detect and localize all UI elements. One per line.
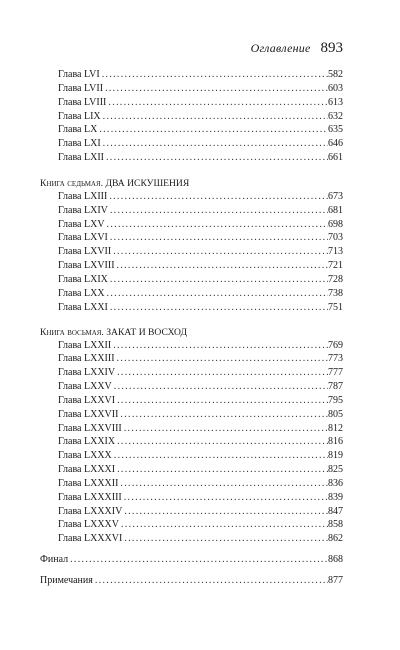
- entry-label: Глава LXIII: [58, 190, 108, 202]
- entry-page-number: 805: [328, 408, 343, 420]
- toc-entry[interactable]: [40, 477, 343, 491]
- entry-page-number: 738: [328, 287, 343, 299]
- dot-leader: [93, 574, 328, 588]
- toc-entry[interactable]: [40, 352, 343, 366]
- entry-page-number: 862: [328, 533, 343, 545]
- dot-leader: [115, 259, 328, 273]
- dot-leader: [104, 151, 328, 165]
- toc-entry[interactable]: [40, 259, 343, 273]
- dot-leader: [108, 301, 328, 315]
- entry-page-number: 816: [328, 436, 343, 448]
- entry-page-number: 603: [328, 82, 343, 94]
- toc-entry[interactable]: [40, 422, 343, 436]
- entry-label: Глава LXVI: [58, 232, 108, 244]
- toc-entry[interactable]: [40, 380, 343, 394]
- toc-entry[interactable]: [40, 151, 343, 165]
- entry-page-number: 825: [328, 464, 343, 476]
- entry-page-number: 819: [328, 450, 343, 462]
- dot-leader: [122, 422, 328, 436]
- toc-entry[interactable]: [40, 218, 343, 232]
- toc-book-seven: [40, 177, 343, 315]
- toc-entries: [40, 68, 343, 165]
- dot-leader: [107, 190, 328, 204]
- toc-entry[interactable]: [40, 96, 343, 110]
- entry-page-number: 812: [328, 422, 343, 434]
- toc-entry[interactable]: [40, 463, 343, 477]
- toc-group-continued: [40, 68, 343, 165]
- dot-leader: [115, 352, 328, 366]
- dot-leader: [122, 532, 328, 546]
- book-prefix: Книга седьмая.: [40, 177, 104, 189]
- dot-leader: [101, 110, 328, 124]
- dot-leader: [122, 505, 328, 519]
- entry-label: Глава LXXXI: [58, 464, 116, 476]
- dot-leader: [103, 82, 328, 96]
- toc-entry[interactable]: [40, 273, 343, 287]
- toc-entry[interactable]: [40, 301, 343, 315]
- dot-leader: [115, 435, 328, 449]
- entry-page-number: 721: [328, 260, 343, 272]
- entry-page-number: 751: [328, 301, 343, 313]
- book-title: [40, 177, 343, 190]
- entry-label: Глава LXXXIV: [58, 505, 123, 517]
- entry-label: Финал: [40, 554, 69, 566]
- dot-leader: [119, 518, 328, 532]
- toc-entry[interactable]: [40, 435, 343, 449]
- entry-label: Глава LXXXV: [58, 519, 119, 531]
- toc-entry[interactable]: [40, 190, 343, 204]
- entry-page-number: 681: [328, 204, 343, 216]
- dot-leader: [108, 273, 328, 287]
- toc-entry[interactable]: [40, 123, 343, 137]
- entry-label: Глава LVI: [58, 69, 100, 80]
- dot-leader: [106, 96, 328, 110]
- dot-leader: [68, 553, 328, 567]
- entry-page-number: 769: [328, 339, 343, 351]
- entry-label: Глава LXXXVI: [58, 533, 123, 545]
- toc-entry[interactable]: [40, 245, 343, 259]
- toc-entry-notes[interactable]: [40, 574, 343, 588]
- toc-entry[interactable]: [40, 339, 343, 353]
- toc-entries: [40, 190, 343, 315]
- toc-entry[interactable]: [40, 491, 343, 505]
- dot-leader: [108, 204, 328, 218]
- dot-leader: [115, 366, 328, 380]
- toc-entry[interactable]: [40, 505, 343, 519]
- toc-entry[interactable]: [40, 408, 343, 422]
- entry-label: Глава LXXII: [58, 339, 112, 351]
- entry-label: Глава LXIV: [58, 204, 108, 216]
- table-of-contents: [40, 68, 343, 588]
- book-prefix: Книга восьмая.: [40, 326, 104, 338]
- entry-page-number: 787: [328, 381, 343, 393]
- entry-label: Глава LXVIII: [58, 260, 115, 272]
- page-header: [40, 40, 343, 57]
- entry-label: Глава LXXIX: [58, 436, 116, 448]
- dot-leader: [115, 394, 328, 408]
- entry-page-number: 728: [328, 273, 343, 285]
- entry-label: Глава LXXIII: [58, 353, 115, 365]
- book-name: ЗАКАТ И ВОСХОД: [106, 326, 188, 338]
- entry-page-number: 795: [328, 394, 343, 406]
- toc-entry-finale[interactable]: [40, 553, 343, 567]
- toc-entry[interactable]: [40, 532, 343, 546]
- entry-label: Примечания: [40, 575, 93, 586]
- entry-label: Глава LIX: [58, 110, 101, 122]
- toc-entry[interactable]: [40, 394, 343, 408]
- entry-page-number: 632: [328, 110, 343, 122]
- dot-leader: [111, 339, 328, 353]
- entry-page-number: 877: [328, 575, 343, 586]
- toc-entry[interactable]: [40, 287, 343, 301]
- dot-leader: [101, 137, 328, 151]
- toc-entry[interactable]: [40, 518, 343, 532]
- entry-label: Глава LXXI: [58, 301, 108, 313]
- entry-page-number: 703: [328, 232, 343, 244]
- toc-entry[interactable]: [40, 68, 343, 82]
- entry-page-number: 646: [328, 138, 343, 150]
- dot-leader: [100, 68, 328, 82]
- entry-page-number: 839: [328, 491, 343, 503]
- entry-label: Глава LXXVIII: [58, 422, 122, 434]
- entry-label: Глава LXXIV: [58, 367, 116, 379]
- entry-label: Глава LXI: [58, 138, 101, 150]
- toc-entry[interactable]: [40, 366, 343, 380]
- entry-label: Глава LX: [58, 124, 98, 136]
- toc-entries: [40, 339, 343, 547]
- entry-label: Глава LVIII: [58, 96, 107, 108]
- toc-entry[interactable]: [40, 110, 343, 124]
- entry-label: Глава LXII: [58, 152, 104, 164]
- entry-page-number: 777: [328, 367, 343, 379]
- dot-leader: [122, 491, 328, 505]
- entry-label: Глава LVII: [58, 82, 104, 94]
- entry-label: Глава LXIX: [58, 273, 108, 285]
- entry-page-number: 836: [328, 477, 343, 489]
- entry-page-number: 613: [328, 96, 343, 108]
- entry-label: Глава LXX: [58, 287, 105, 299]
- entry-page-number: 847: [328, 505, 343, 517]
- dot-leader: [108, 231, 328, 245]
- entry-page-number: 698: [328, 218, 343, 230]
- dot-leader: [105, 218, 328, 232]
- dot-leader: [118, 408, 328, 422]
- dot-leader: [105, 287, 328, 301]
- entry-page-number: 858: [328, 519, 343, 531]
- entry-label: Глава LXXX: [58, 450, 112, 462]
- entry-page-number: 673: [328, 190, 343, 202]
- header-page-number: 893: [320, 40, 343, 56]
- entry-page-number: 582: [328, 69, 343, 80]
- entry-page-number: 635: [328, 124, 343, 136]
- entry-page-number: 868: [328, 554, 343, 566]
- toc-entry[interactable]: [40, 449, 343, 463]
- toc-entry[interactable]: [40, 204, 343, 218]
- entry-page-number: 713: [328, 246, 343, 258]
- dot-leader: [111, 245, 328, 259]
- entry-page-number: 661: [328, 152, 343, 164]
- entry-label: Глава LXVII: [58, 246, 112, 258]
- toc-entry[interactable]: [40, 231, 343, 245]
- book-name: ДВА ИСКУШЕНИЯ: [105, 177, 190, 189]
- toc-entry[interactable]: [40, 137, 343, 151]
- entry-label: Глава LXXXII: [58, 477, 119, 489]
- dot-leader: [97, 123, 328, 137]
- toc-book-eight: [40, 326, 343, 547]
- entry-label: Глава LXXXIII: [58, 491, 122, 503]
- header-title: Оглавление: [250, 41, 311, 55]
- dot-leader: [118, 477, 328, 491]
- toc-entry[interactable]: [40, 82, 343, 96]
- entry-label: Глава LXV: [58, 218, 105, 230]
- dot-leader: [112, 380, 328, 394]
- entry-label: Глава LXXVI: [58, 394, 116, 406]
- dot-leader: [112, 449, 328, 463]
- book-title: [40, 326, 343, 339]
- dot-leader: [115, 463, 328, 477]
- entry-page-number: 773: [328, 353, 343, 365]
- entry-label: Глава LXXVII: [58, 408, 119, 420]
- entry-label: Глава LXXV: [58, 381, 112, 393]
